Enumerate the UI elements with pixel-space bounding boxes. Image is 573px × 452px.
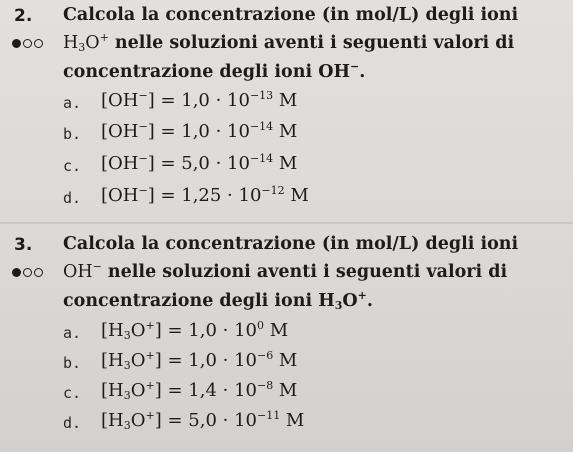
item-letter: c. <box>63 384 82 402</box>
item-letter: c. <box>63 157 82 175</box>
item-letter: d. <box>63 189 82 207</box>
exercise-number: 2. <box>14 6 33 26</box>
difficulty-dot-filled-icon <box>12 39 21 48</box>
item-letter: b. <box>63 125 82 143</box>
item-expression: $[H_3O^+] = 1,4 \cdot 10^{-8}$ M <box>101 379 298 402</box>
item-letter: b. <box>63 354 82 372</box>
exercise-title-line-2: OH− nelle soluzioni aventi i seguenti valori di <box>63 260 508 282</box>
difficulty-dot-empty-icon <box>23 268 32 277</box>
item-expression: $[H_3O^+] = 1,0 \cdot 10^0$ M <box>101 319 289 342</box>
exercise-prompt-line-3: concentrazione degli ioni $H_3O^+$. <box>63 289 373 312</box>
item-letter: a. <box>63 324 82 342</box>
exercise-number: 3. <box>14 235 33 255</box>
difficulty-dot-empty-icon <box>34 268 43 277</box>
item-expression: $[OH^-] = 1,25 \cdot 10^{-12}$ M <box>101 184 309 206</box>
item-expression: $[H_3O^+] = 5,0 \cdot 10^{-11}$ M <box>101 409 305 432</box>
difficulty-dot-empty-icon <box>34 39 43 48</box>
item-letter: d. <box>63 414 82 432</box>
section-divider <box>0 222 573 224</box>
species-oh: OH− <box>63 260 102 282</box>
difficulty-dot-empty-icon <box>23 39 32 48</box>
difficulty-dot-filled-icon <box>12 268 21 277</box>
exercise-title-line-1: Calcola la concentrazione (in mol/L) degli ioni <box>63 234 519 254</box>
item-letter: a. <box>63 94 82 112</box>
item-expression: $[OH^-] = 1,0 \cdot 10^{-14}$ M <box>101 120 298 142</box>
difficulty-indicator <box>12 39 43 48</box>
exercise-title-line-1: Calcola la concentrazione (in mol/L) degli ioni <box>63 5 519 25</box>
difficulty-indicator <box>12 268 43 277</box>
species-h3o: $H_3O^+$ <box>63 31 109 54</box>
item-expression: $[H_3O^+] = 1,0 \cdot 10^{-6}$ M <box>101 349 298 372</box>
item-expression: $[OH^-] = 5,0 \cdot 10^{-14}$ M <box>101 152 298 174</box>
exercise-prompt-line-3: concentrazione degli ioni OH−. <box>63 60 366 82</box>
exercise-title-line-2: $H_3O^+$ nelle soluzioni aventi i seguenti valori di <box>63 31 515 54</box>
item-expression: $[OH^-] = 1,0 \cdot 10^{-13}$ M <box>101 89 298 111</box>
